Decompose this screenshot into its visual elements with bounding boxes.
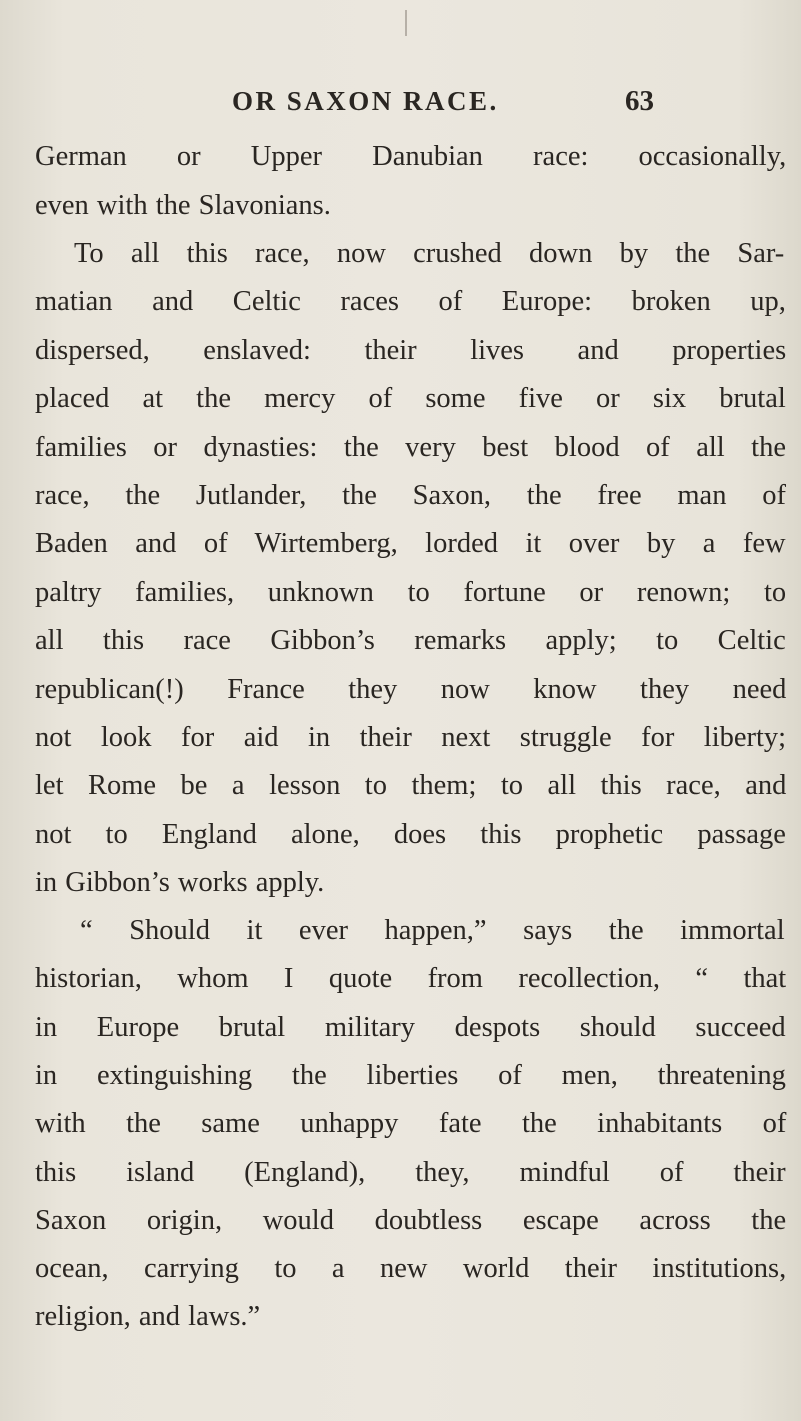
text-line: religion, and laws.” bbox=[35, 1301, 261, 1332]
text-line: in extinguishing the liberties of men, threatening bbox=[35, 1060, 786, 1091]
text-line: with the same unhappy fate the inhabitants of bbox=[35, 1108, 787, 1139]
text-line: Saxon origin, would doubtless escape across the bbox=[35, 1205, 787, 1236]
text-line: Baden and of Wirtemberg, lorded it over by a few bbox=[35, 528, 786, 559]
text-line: To all this race, now crushed down by the Sar- bbox=[74, 238, 785, 269]
text-line: placed at the mercy of some five or six brutal bbox=[35, 383, 786, 414]
text-line: dispersed, enslaved: their lives and properties bbox=[35, 335, 787, 366]
text-line: race, the Jutlander, the Saxon, the free man of bbox=[35, 480, 786, 511]
text-line: even with the Slavonians. bbox=[35, 190, 331, 221]
text-line: all this race Gibbon’s remarks apply; to Celtic bbox=[35, 625, 786, 656]
text-line: in Europe brutal military despots should succeed bbox=[35, 1012, 786, 1043]
text-line: “ Should it ever happen,” says the immortal bbox=[80, 915, 785, 946]
text-line: ocean, carrying to a new world their institutions, bbox=[35, 1253, 787, 1284]
page-number: 63 bbox=[625, 85, 654, 117]
text-line: not look for aid in their next struggle for liberty; bbox=[35, 722, 787, 753]
running-head: OR SAXON RACE. bbox=[232, 86, 499, 116]
text-line: let Rome be a lesson to them; to all this race, and bbox=[35, 770, 787, 801]
text-line: republican(!) France they now know they need bbox=[35, 674, 787, 705]
text-line: paltry families, unknown to fortune or renown; to bbox=[35, 577, 787, 608]
text-line: in Gibbon’s works apply. bbox=[35, 867, 325, 898]
text-line: German or Upper Danubian race: occasionally, bbox=[35, 141, 787, 172]
text-line: this island (England), they, mindful of their bbox=[35, 1157, 786, 1188]
text-line: historian, whom I quote from recollection, “ that bbox=[35, 963, 787, 994]
text-line: families or dynasties: the very best blood of all the bbox=[35, 432, 786, 463]
text-line: not to England alone, does this prophetic passage bbox=[35, 819, 786, 850]
text-line: matian and Celtic races of Europe: broken up, bbox=[35, 286, 786, 317]
